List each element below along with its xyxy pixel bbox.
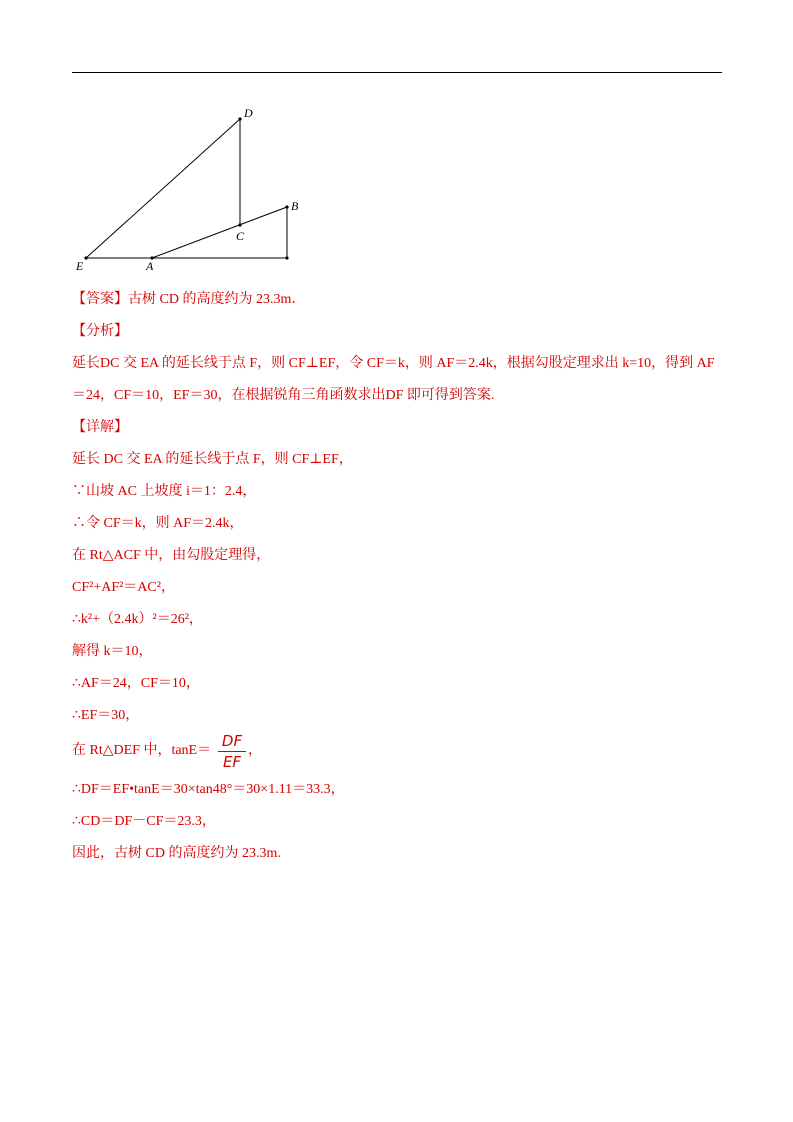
segment-AB	[152, 207, 287, 258]
detail-line-2: ∵山坡 AC 上坡度 i＝1：2.4，	[72, 484, 257, 499]
detail-line-4: 在 Rt△ACF 中，由勾股定理得，	[72, 548, 271, 563]
answer-line: 【答案】古树 CD 的高度约为 23.3m．	[72, 292, 306, 307]
fraction-bar	[218, 751, 246, 752]
detail-line-1: 延长 DC 交 EA 的延长线于点 F，则 CF⊥EF，	[72, 452, 353, 467]
label-B: B	[291, 199, 299, 213]
analysis-heading: 【分析】	[72, 324, 128, 339]
point-C	[238, 223, 241, 226]
fraction-denominator: EF	[222, 753, 242, 771]
detail-line-10: 在 Rt△DEF 中，tanE＝	[72, 743, 212, 758]
label-A: A	[146, 259, 154, 273]
detail-line-5: CF²+AF²＝AC²，	[72, 580, 175, 595]
tan-fraction	[218, 732, 246, 771]
geometry-figure	[70, 100, 310, 275]
detail-heading: 【详解】	[72, 420, 128, 435]
point-D	[238, 117, 241, 120]
detail-line-6: ∴k²+（2.4k）²＝26²，	[72, 612, 203, 627]
conclusion-line: 因此，古树 CD 的高度约为 23.3m.	[72, 846, 281, 861]
label-C: C	[236, 229, 245, 243]
detail-line-7: 解得 k＝10，	[72, 644, 153, 659]
segment-ED	[86, 119, 240, 258]
label-D: D	[244, 106, 253, 120]
label-E: E	[76, 259, 84, 273]
detail-line-3: ∴令 CF＝k，则 AF＝2.4k，	[72, 516, 244, 531]
fraction-numerator: DF	[221, 732, 243, 750]
detail-line-9: ∴EF＝30，	[72, 708, 140, 723]
point-E	[84, 256, 87, 259]
header-rule	[72, 72, 722, 73]
detail-line-11: ∴DF＝EF•tanE＝30×tan48°＝30×1.11＝33.3，	[72, 782, 345, 797]
analysis-text: 延长DC 交 EA 的延长线于点 F，则 CF⊥EF，令 CF＝k，则 AF＝2.4k，根据勾股定理求出 k=10，得到 AF＝24，CF＝10，EF＝30，在根据锐角三角函数求出DF 即可得到答案.	[72, 356, 715, 403]
detail-line-8: ∴AF＝24，CF＝10，	[72, 676, 200, 691]
point-F	[285, 256, 288, 259]
fraction-trailing-comma: ，	[248, 743, 262, 758]
detail-line-12: ∴CD＝DF－CF＝23.3，	[72, 814, 216, 829]
point-B	[285, 205, 288, 208]
